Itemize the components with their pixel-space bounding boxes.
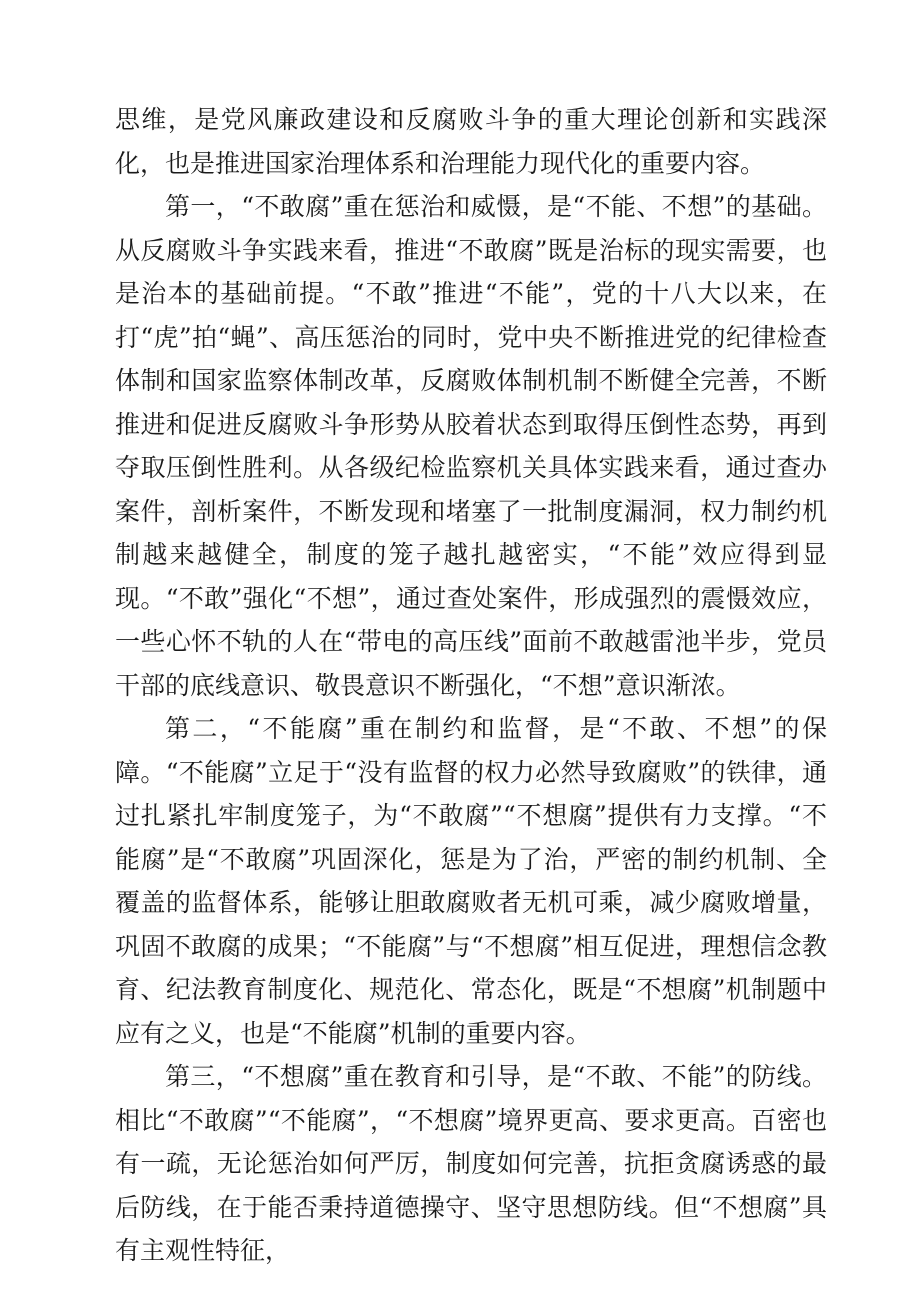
body-text bbox=[115, 98, 827, 1273]
paragraph-second-point: 第二，“不能腐”重在制约和监督，是“不敢、不想”的保障。“不能腐”立足于“没有监督的权力必然导致腐败”的铁律，通过扎紧扎牢制度笼子，为“不敢腐”“不想腐”提供有力支撑。“不能腐”是“不敢腐”巩固深化，惩是为了治，严密的制约机制、全覆盖的监督体系，能够让胆敢腐败者无机可乘，减少腐败增量，巩固不敢腐的成果；“不能腐”与“不想腐”相互促进，理想信念教育、纪法教育制度化、规范化、常态化，既是“不想腐”机制题中应有之义，也是“不能腐”机制的重要内容。 bbox=[115, 714, 827, 1048]
paragraph-first-point: 第一，“不敢腐”重在惩治和威慑，是“不能、不想”的基础。从反腐败斗争实践来看，推进“不敢腐”既是治标的现实需要，也是治本的基础前提。“不敢”推进“不能”，党的十八大以来，在打“虎”拍“蝇”、高压惩治的同时，党中央不断推进党的纪律检查体制和国家监察体制改革，反腐败体制机制不断健全完善，不断推进和促进反腐败斗争形势从胶着状态到取得压倒性态势，再到夺取压倒性胜利。从各级纪检监察机关具体实践来看，通过查办案件，剖析案件，不断发现和堵塞了一批制度漏洞，权力制约机制越来越健全，制度的笼子越扎越密实，“不能”效应得到显现。“不敢”强化“不想”，通过查处案件，形成强烈的震慑效应，一些心怀不轨的人在“带电的高压线”面前不敢越雷池半步，党员干部的底线意识、敬畏意识不断强化，“不想”意识渐浓。 bbox=[115, 192, 827, 700]
paragraph-continuation: 思维，是党风廉政建设和反腐败斗争的重大理论创新和实践深化，也是推进国家治理体系和治理能力现代化的重要内容。 bbox=[115, 105, 827, 178]
paragraph-third-point: 第三，“不想腐”重在教育和引导，是“不敢、不能”的防线。相比“不敢腐”“不能腐”，“不想腐”境界更高、要求更高。百密也有一疏，无论惩治如何严厉，制度如何完善，抗拒贪腐诱惑的最后防线，在于能否秉持道德操守、坚守思想防线。但“不想腐”具有主观性特征， bbox=[115, 1062, 827, 1265]
